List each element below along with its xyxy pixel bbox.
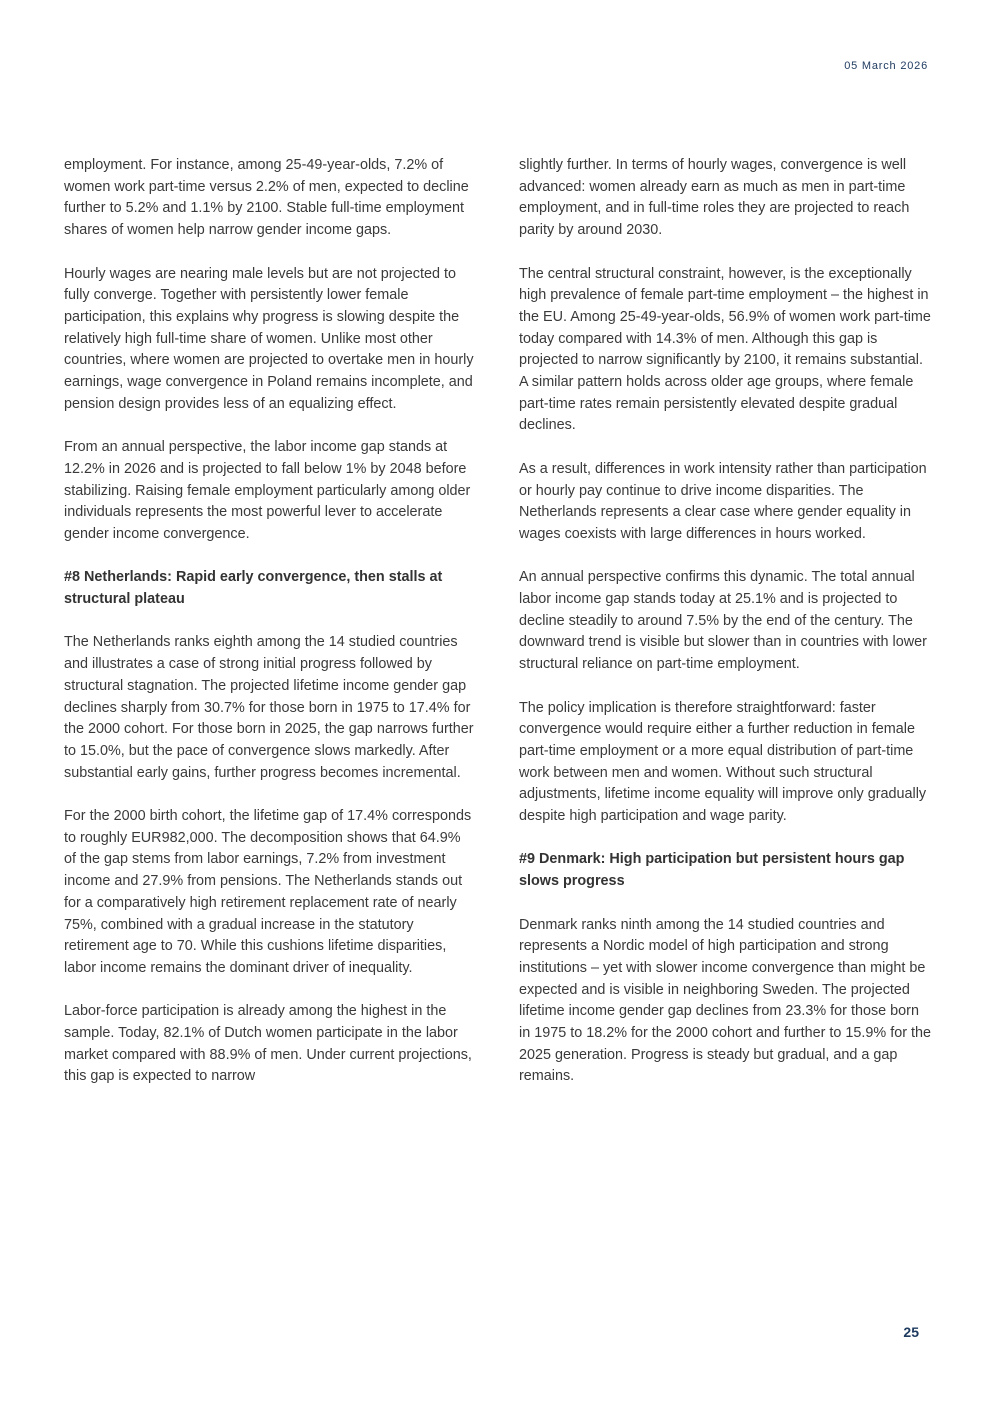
page-number: 25 bbox=[903, 1324, 919, 1340]
right-column bbox=[519, 155, 931, 1110]
section-heading-netherlands: #8 Netherlands: Rapid early convergence, then stalls at structural plateau bbox=[64, 569, 443, 608]
report-date: 05 March 2026 bbox=[844, 60, 928, 72]
section-heading-denmark: #9 Denmark: High participation but persistent hours gap slows progress bbox=[519, 851, 905, 890]
paragraph: From an annual perspective, the labor income gap stands at 12.2% in 2026 and is projected to fall below 1% by 2048 before stabilizing. Raising female employment particularly among older individuals represents the most powerful lever to accelerate gender income convergence. bbox=[64, 439, 471, 542]
paragraph: Hourly wages are nearing male levels but are not projected to fully converge. Together with persistently lower female participation, this explains why progress is slowing despite the relatively high full-time share of women. Unlike most other countries, where women are projected to overtake men in hourly earnings, wage convergence in Poland remains incomplete, and pension design provides less of an equalizing effect. bbox=[64, 265, 474, 412]
paragraph: employment. For instance, among 25-49-year-olds, 7.2% of women work part-time versus 2.2% of men, expected to decline further to 5.2% and 1.1% by 2100. Stable full-time employment shares of women help narrow gender income gaps. bbox=[64, 157, 469, 239]
paragraph: For the 2000 birth cohort, the lifetime gap of 17.4% corresponds to roughly EUR982,000. The decomposition shows that 64.9% of the gap stems from labor earnings, 7.2% from investment income and 27.9% from pensions. The Netherlands stands out for a comparatively high retirement replacement rate of nearly 75%, combined with a gradual increase in the statutory retirement age to 70. While this cushions lifetime disparities, labor income remains the dominant driver of inequality. bbox=[64, 808, 472, 976]
left-column bbox=[64, 155, 476, 1110]
paragraph: As a result, differences in work intensity rather than participation or hourly pay continue to drive income disparities. The Netherlands represents a clear case where gender equality in wages coexists with large differences in hours worked. bbox=[519, 460, 927, 542]
paragraph: slightly further. In terms of hourly wages, convergence is well advanced: women already earn as much as men in part-time employment, and in full-time roles they are projected to reach parity by around 2030. bbox=[519, 157, 910, 239]
paragraph: Denmark ranks ninth among the 14 studied countries and represents a Nordic model of high participation and strong institutions – yet with slower income convergence than might be expected and is visible in neighboring Sweden. The projected lifetime income gender gap declines from 23.3% for those born in 1975 to 18.2% for the 2000 cohort and further to 15.9% for the 2025 generation. Progress is steady but gradual, and a gap remains. bbox=[519, 916, 932, 1085]
paragraph: The central structural constraint, however, is the exceptionally high prevalence of female part-time employment – the highest in the EU. Among 25-49-year-olds, 56.9% of women work part-time today compared with 14.3% of men. Although this gap is projected to narrow significantly by 2100, it remains substantial. A similar pattern holds across older age groups, where female part-time rates remain persistently elevated despite gradual declines. bbox=[519, 265, 931, 434]
paragraph: Labor-force participation is already among the highest in the sample. Today, 82.1% of Dutch women participate in the labor market compared with 88.9% of men. Under current projections, this gap is expected to narrow bbox=[64, 1003, 472, 1085]
paragraph: The policy implication is therefore straightforward: faster convergence would require either a further reduction in female part-time employment or a more equal distribution of part-time work between men and women. Without such structural adjustments, lifetime income equality will improve only gradually despite high participation and wage parity. bbox=[519, 699, 927, 825]
paragraph: An annual perspective confirms this dynamic. The total annual labor income gap stands today at 25.1% and is projected to decline steadily to around 7.5% by the end of the century. The downward trend is visible but slower than in countries with lower structural reliance on part-time employment. bbox=[519, 569, 927, 673]
paragraph: The Netherlands ranks eighth among the 14 studied countries and illustrates a case of strong initial progress followed by structural stagnation. The projected lifetime income gender gap declines sharply from 30.7% for those born in 1975 to 17.4% for the 2000 cohort. For those born in 2025, the gap narrows further to 15.0%, but the pace of convergence slows markedly. After substantial early gains, further progress becomes incremental. bbox=[64, 634, 474, 781]
